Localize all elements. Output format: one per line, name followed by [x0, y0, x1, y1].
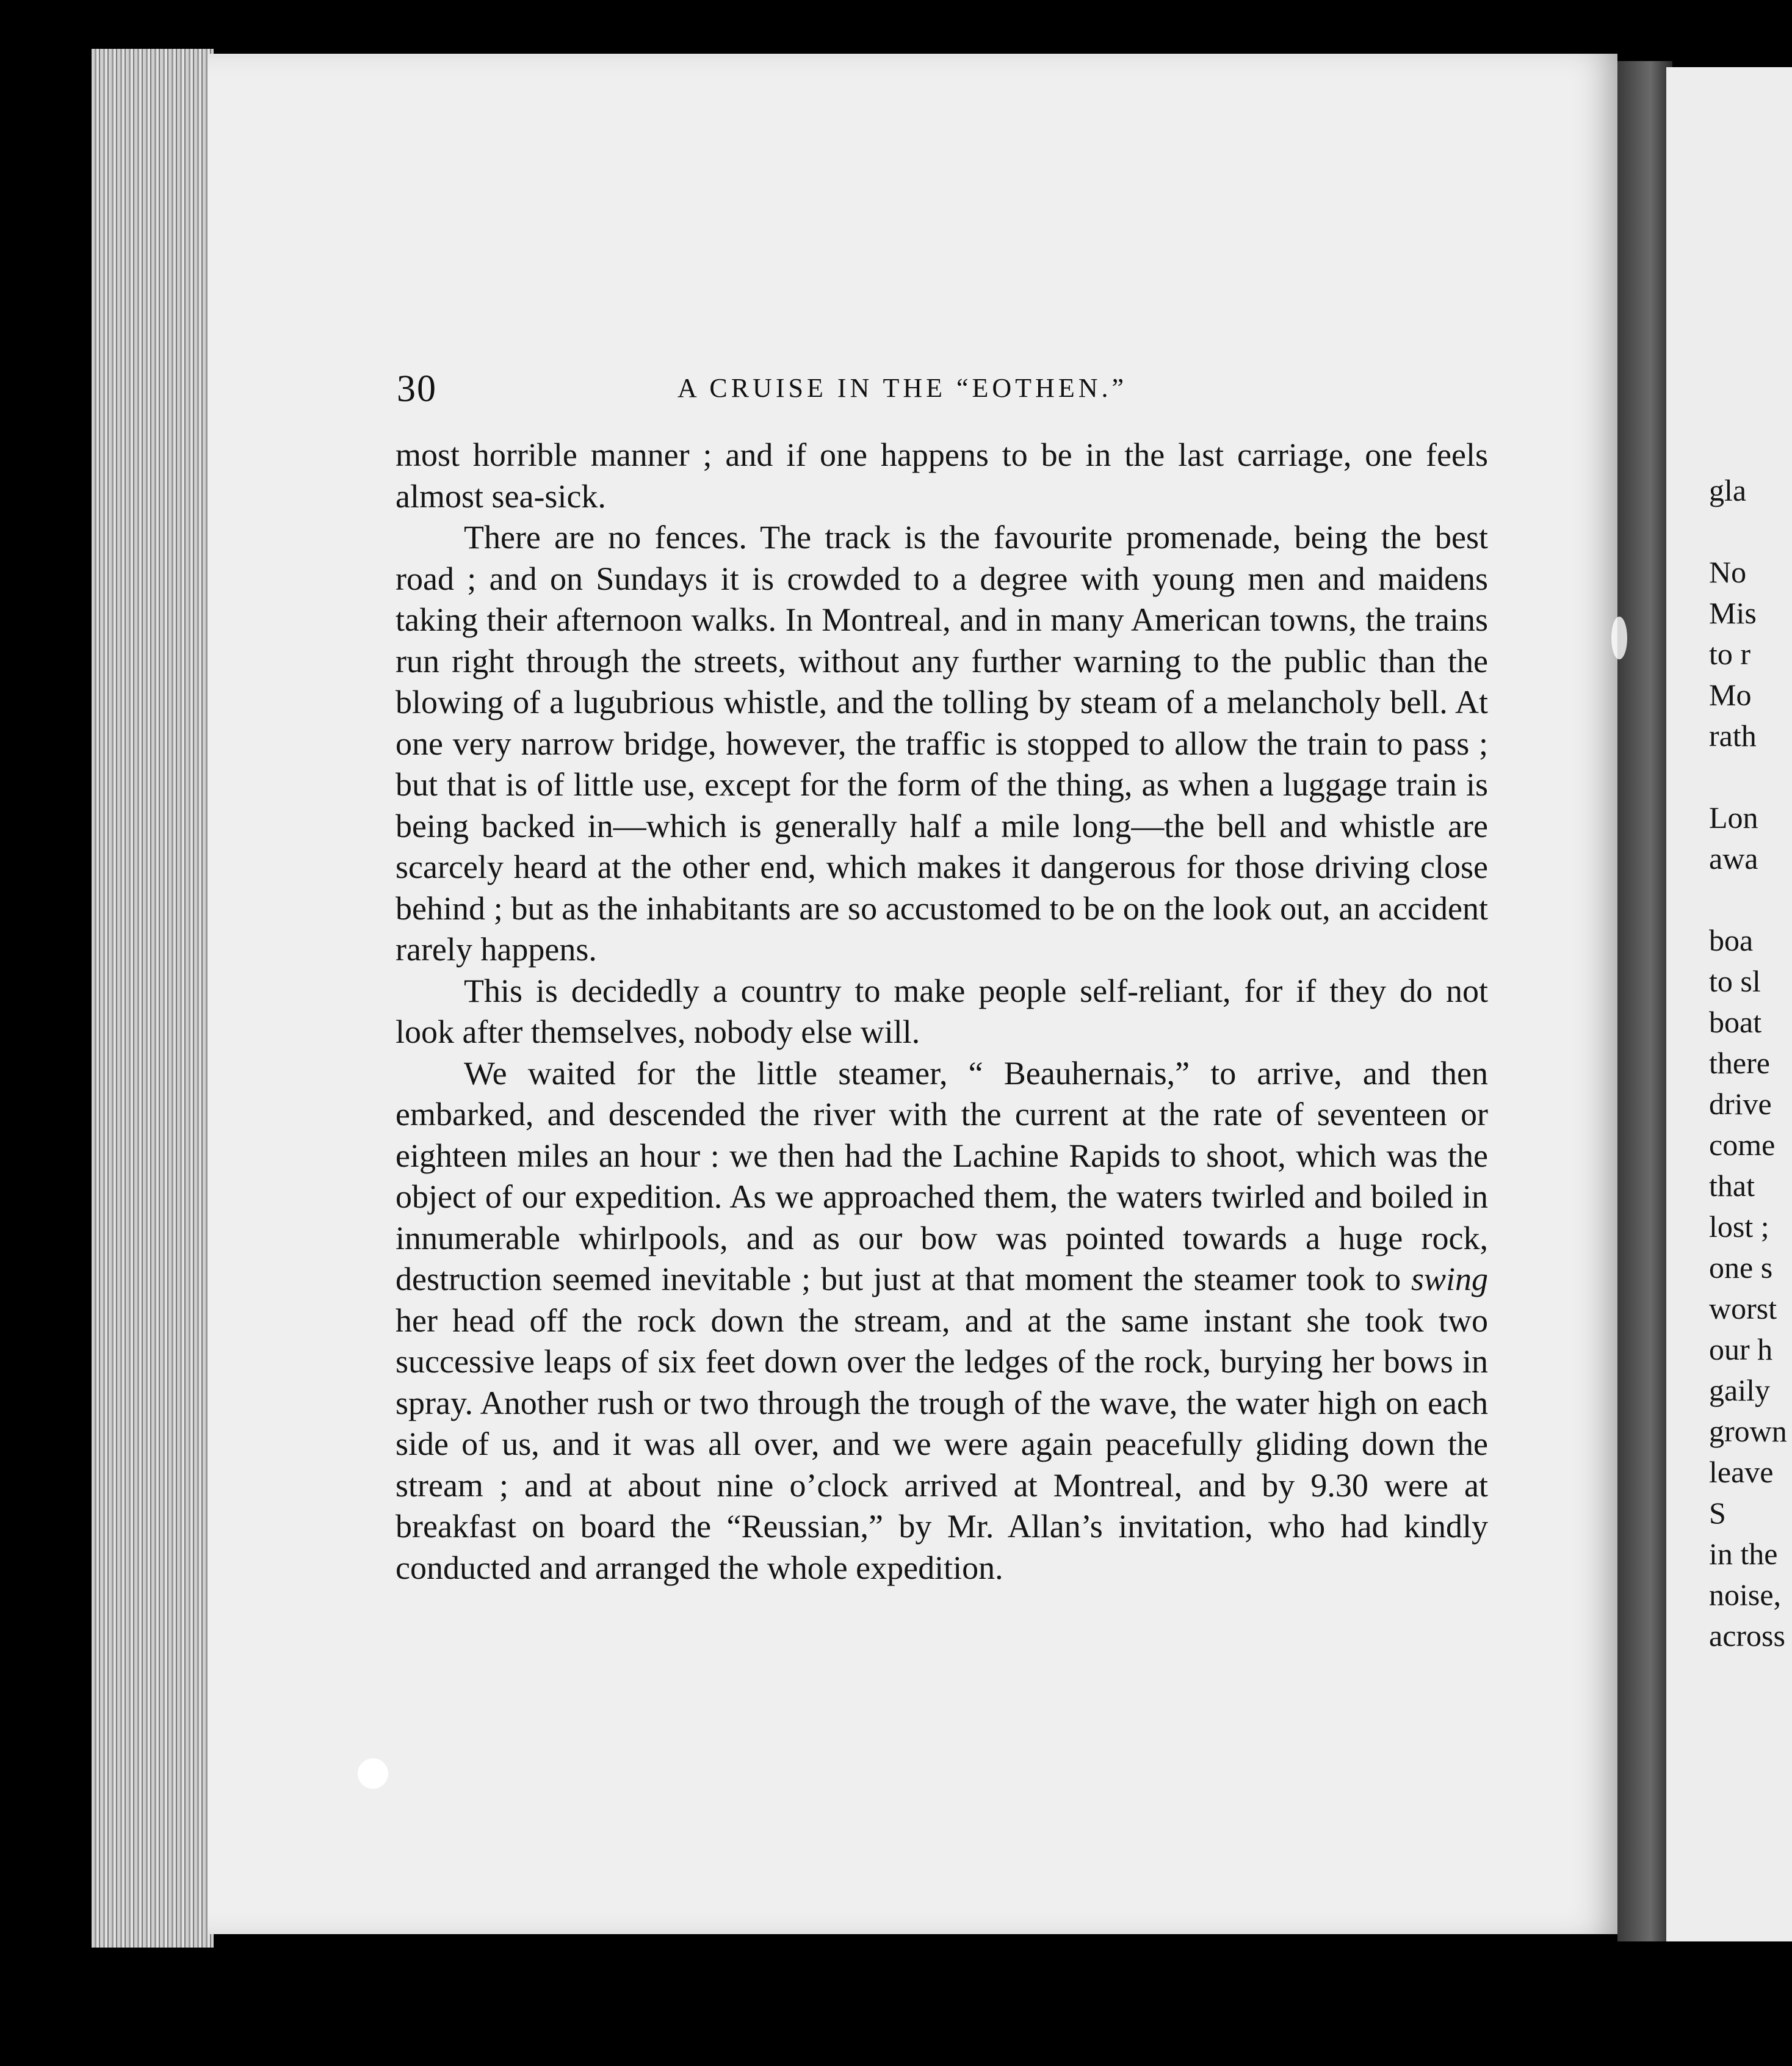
paper-speck	[1611, 617, 1627, 659]
right-fragment: awa	[1709, 841, 1758, 875]
right-fragment: lost ;	[1709, 1209, 1769, 1244]
right-fragment: gaily	[1709, 1373, 1770, 1407]
right-fragment: noise,	[1709, 1578, 1782, 1612]
right-fragment: Mis	[1709, 596, 1757, 630]
right-fragment: rath	[1709, 719, 1757, 753]
page-header	[397, 368, 1495, 422]
right-fragment: to sl	[1709, 964, 1761, 998]
running-head: A CRUISE IN THE “EOTHEN.”	[677, 373, 1127, 403]
right-fragment: leave	[1709, 1455, 1774, 1489]
page-number: 30	[397, 368, 437, 410]
book-gutter	[1617, 61, 1672, 1941]
right-fragment: one s	[1709, 1250, 1773, 1285]
right-fragment: S	[1709, 1496, 1726, 1530]
paragraph-text: We waited for the little steamer, “ Beauhernais,” to arrive, and then embarked, and descended the river with the current at the rate of seventeen or eighteen miles an hour : we then had the Lachine Rapids to shoot, which was the object of our expedition. As we approached them, the waters twirled and boiled in innumerable whirlpools, and as our bow was pointed towards a huge rock, destruction seemed inevitable ; but just at that moment the steamer took to	[396, 1054, 1488, 1297]
right-fragment: to r	[1709, 637, 1751, 671]
body-text	[396, 435, 1488, 1589]
right-fragment: grown	[1709, 1414, 1787, 1448]
right-fragment: drive	[1709, 1087, 1772, 1121]
right-fragment: there	[1709, 1046, 1770, 1080]
right-fragment: boa	[1709, 923, 1754, 957]
right-fragment	[1709, 756, 1792, 797]
paper-speck	[358, 1758, 388, 1789]
right-fragment: across	[1709, 1618, 1785, 1653]
right-fragment: boat	[1709, 1005, 1762, 1039]
right-fragment	[1709, 879, 1792, 920]
right-fragment: worst	[1709, 1291, 1777, 1325]
paragraph: There are no fences. The track is the favourite promenade, being the best road ; and on Sundays it is crowded to a degree with young men and maidens taking their afternoon walks. In Montreal, and in many American towns, the trains run right through the streets, without any further warning to the public than the blowing of a lugubrious whistle, and the tolling by steam of a melancholy bell. At one very narrow bridge, however, the traffic is stopped to allow the train to pass ; but that is of little use, except for the form of the thing, as when a luggage train is being backed in—which is generally half a mile long—the bell and whistle are scarcely heard at the other end, which makes it dangerous for those driving close behind ; but as the inhabitants are so accustomed to be on the look out, an accident rarely happens.	[396, 519, 1488, 968]
right-fragment: gla	[1709, 473, 1747, 507]
right-fragment: Mo	[1709, 678, 1752, 712]
right-fragment: No	[1709, 555, 1747, 589]
right-fragment: in the	[1709, 1537, 1778, 1571]
right-fragment: Lon	[1709, 800, 1758, 835]
right-page-fragments	[1709, 470, 1792, 1656]
right-fragment: come	[1709, 1128, 1776, 1162]
right-fragment: that	[1709, 1169, 1755, 1203]
right-fragment: our h	[1709, 1332, 1773, 1366]
paragraph-text: her head off the rock down the stream, and at the same instant she took two successive leaps of six feet down over the ledges of the rock, burying her bows in spray. Another rush or two through the trough of the wave, the water high on each side of us, and it was all over, and we were again peacefully gliding down the stream ; and at about nine o’clock arrived at Montreal, and by 9.30 were at breakfast on board the “Reussian,” by Mr. Allan’s invitation, who had kindly conducted and arranged the whole expedition.	[396, 1302, 1488, 1586]
paragraph: most horrible manner ; and if one happens to be in the last carriage, one feels almost sea-sick.	[396, 437, 1488, 515]
italic-word: swing	[1411, 1261, 1488, 1297]
right-fragment	[1709, 511, 1792, 552]
paragraph: This is decidedly a country to make people self-reliant, for if they do not look after themselves, nobody else will.	[396, 972, 1488, 1050]
book-block-edge	[92, 49, 214, 1948]
paragraph	[396, 1053, 1488, 1589]
